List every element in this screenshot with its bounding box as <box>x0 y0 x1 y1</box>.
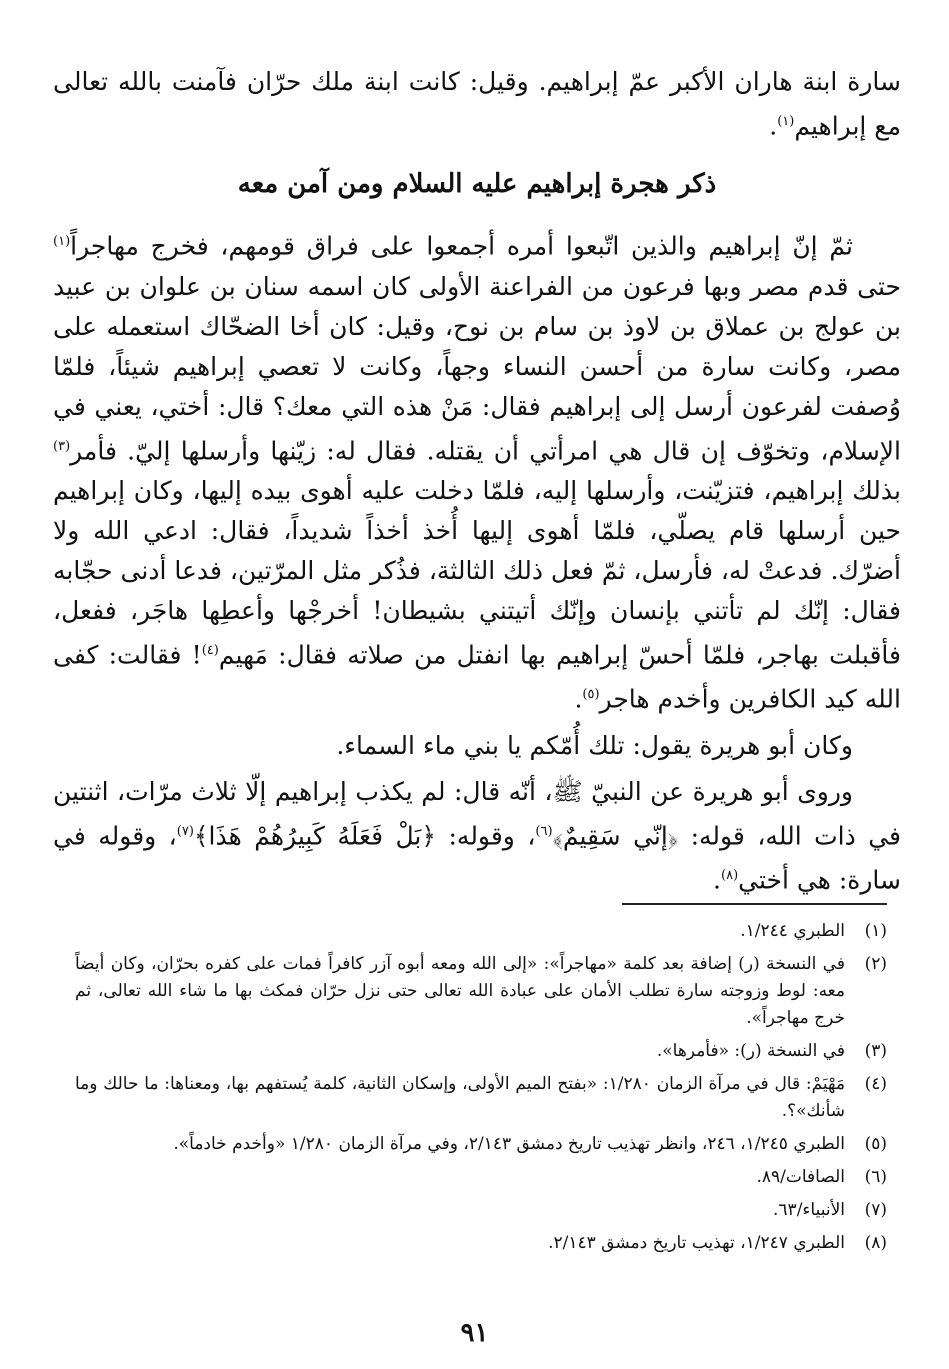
footnote-ref: (٤) <box>201 642 219 658</box>
footnotes <box>75 918 887 1263</box>
punctuation: . <box>574 684 583 714</box>
footnote-text: في النسخة (ر): «فأمرها». <box>656 1041 845 1061</box>
footnote-item <box>75 1038 887 1065</box>
footnote-ref: (٦) <box>535 823 553 839</box>
paragraph-text: بذلك إبراهيم، فتزيّنت، وأرسلها إليه، فلمّا دخلت عليه أهوى بيده إليها، وكان إبراهيم حين أرسلها قام يصلّي، فلمّا أهوى إليها أُخذ أخذاً شديداً، فقال: ادعي الله ولا أضرّك. فدعتْ له، فأرسل، ثمّ فعل ذلك الثالثة، فذُكر مثل المرّتين، فدعا أدنى حجّابه فقال: إنّك لم تأتني بإنسان وإنّك أتيتني بشيطان! أخرجْها وأعطِها هاجَر، ففعل، فأقبلت بهاجر، فلمّا أحسّ إبراهيم بها انفتل من صلاته فقال: مَهيم <box>53 475 901 670</box>
footnote-number: (٨) <box>864 1233 887 1253</box>
footnote-text: في النسخة (ر) إضافة بعد كلمة «مهاجراً»: «إلى الله ومعه أبوه آزر كافراً فمات على كفره بحرّان، وكان أيضاً معه: لوط وزوجته سارة تطلب الأمان على عبادة الله تعالى حتى نزل حرّان فمكث بها ما شاء الله تعالى، ثم خرج مهاجراً». <box>75 954 845 1028</box>
footnote-number: (٦) <box>864 1167 887 1187</box>
paragraph-text: حتى قدم مصر وبها فرعون من الفراعنة الأولى كان اسمه سنان بن علوان بن عبيد بن عولج بن عملاق بن لاوذ بن سام بن نوح، وقيل: كان أخا الضحّاك استعمله على مصر، وكانت سارة من أحسن النساء وجهاً، وكانت لا تعصي إبراهيم شيئاً، فلمّا وُصفت لفرعون أرسل إلى إبراهيم فقال: مَنْ هذه التي معك؟ قال: أختي، يعني في الإسلام، وتخوّف إن قال هي امرأتي أن يقتله. فقال له: زيّنها وأرسلها إليّ. فأمر <box>53 271 901 465</box>
footnote-ref: (٣) <box>53 438 71 454</box>
paragraph-text: ! فقالت: كفى الله كيد الكافرين وأخدم هاجر <box>53 640 901 714</box>
paragraph-text: ، وقوله: ﴿بَلْ فَعَلَهُ كَبِيرُهُمْ هَذَا﴾ <box>193 820 536 850</box>
footnote-item <box>75 1164 887 1191</box>
opening-paragraph <box>53 62 901 146</box>
footnote-text: الطبري ١/٢٤٧، تهذيب تاريخ دمشق ٢/١٤٣. <box>548 1233 845 1253</box>
footnote-ref: (٧) <box>176 823 194 839</box>
footnote-text: الطبري ١/٢٤٥، ٢٤٦، وانظر تهذيب تاريخ دمشق ٢/١٤٣، وفي مرآة الزمان ١/٢٨٠ «وأخدم خادماً». <box>173 1134 845 1154</box>
footnote-number: (٣) <box>864 1041 887 1061</box>
footnote-number: (٧) <box>864 1200 887 1220</box>
footnote-text: الصافات/٨٩. <box>756 1167 845 1187</box>
footnote-number: (١) <box>864 921 887 941</box>
footnote-item <box>75 1230 887 1257</box>
paragraph-text: ، وقوله في سارة: هي أختي <box>53 820 901 895</box>
footnote-number: (٥) <box>864 1134 887 1154</box>
footnote-divider <box>622 903 887 905</box>
paragraph-abu-hurayra: وكان أبو هريرة يقول: تلك أُمّكم يا بني ماء السماء. <box>336 730 853 760</box>
paragraph-text: وروى أبو هريرة عن النبيّ ﷺ، أنّه قال: لم يكذب إبراهيم إلّا ثلاث مرّات، اثنتين في ذات الله، قوله: ﴿إنّي سَقِيمٌ﴾ <box>53 776 901 850</box>
paragraph-text: ثمّ إنّ إبراهيم والذين اتّبعوا أمره أجمعوا على فراق قومهم، فخرج مهاجراً <box>70 231 853 261</box>
footnote-item <box>75 1197 887 1224</box>
footnote-item <box>75 1071 887 1125</box>
footnote-text: الطبري ١/٢٤٤. <box>740 921 845 941</box>
footnote-ref: (١) <box>53 234 71 250</box>
footnote-number: (٤) <box>864 1074 887 1094</box>
opening-text: سارة ابنة هاران الأكبر عمّ إبراهيم. وقيل: كانت ابنة ملك حرّان فآمنت بالله تعالى مع إبراهيم <box>53 67 901 141</box>
main-text <box>53 62 901 900</box>
page-number: ٩١ <box>460 1318 489 1348</box>
footnote-ref: (٨) <box>721 867 739 883</box>
section-heading: ذكر هجرة إبراهيم عليه السلام ومن آمن معه <box>237 169 717 200</box>
footnote-ref: (١) <box>777 114 795 129</box>
footnote-number: (٢) <box>864 954 887 974</box>
paragraph-hadith <box>53 772 901 901</box>
footnote-ref: (٥) <box>582 687 600 703</box>
punctuation: . <box>713 865 721 895</box>
punctuation: . <box>769 111 778 141</box>
footnote-item <box>75 918 887 945</box>
footnote-item <box>75 1131 887 1158</box>
footnote-text: الأنبياء/٦٣. <box>773 1200 845 1220</box>
footnote-text: مَهْيَمْ: قال في مرآة الزمان ١/٢٨٠: «بفتح الميم الأولى، وإسكان الثانية، كلمة يُستفهم بها، ومعناها: ما حالك وما شأنك»؟. <box>75 1074 845 1121</box>
footnote-item <box>75 951 887 1032</box>
paragraph-migration <box>53 222 901 719</box>
